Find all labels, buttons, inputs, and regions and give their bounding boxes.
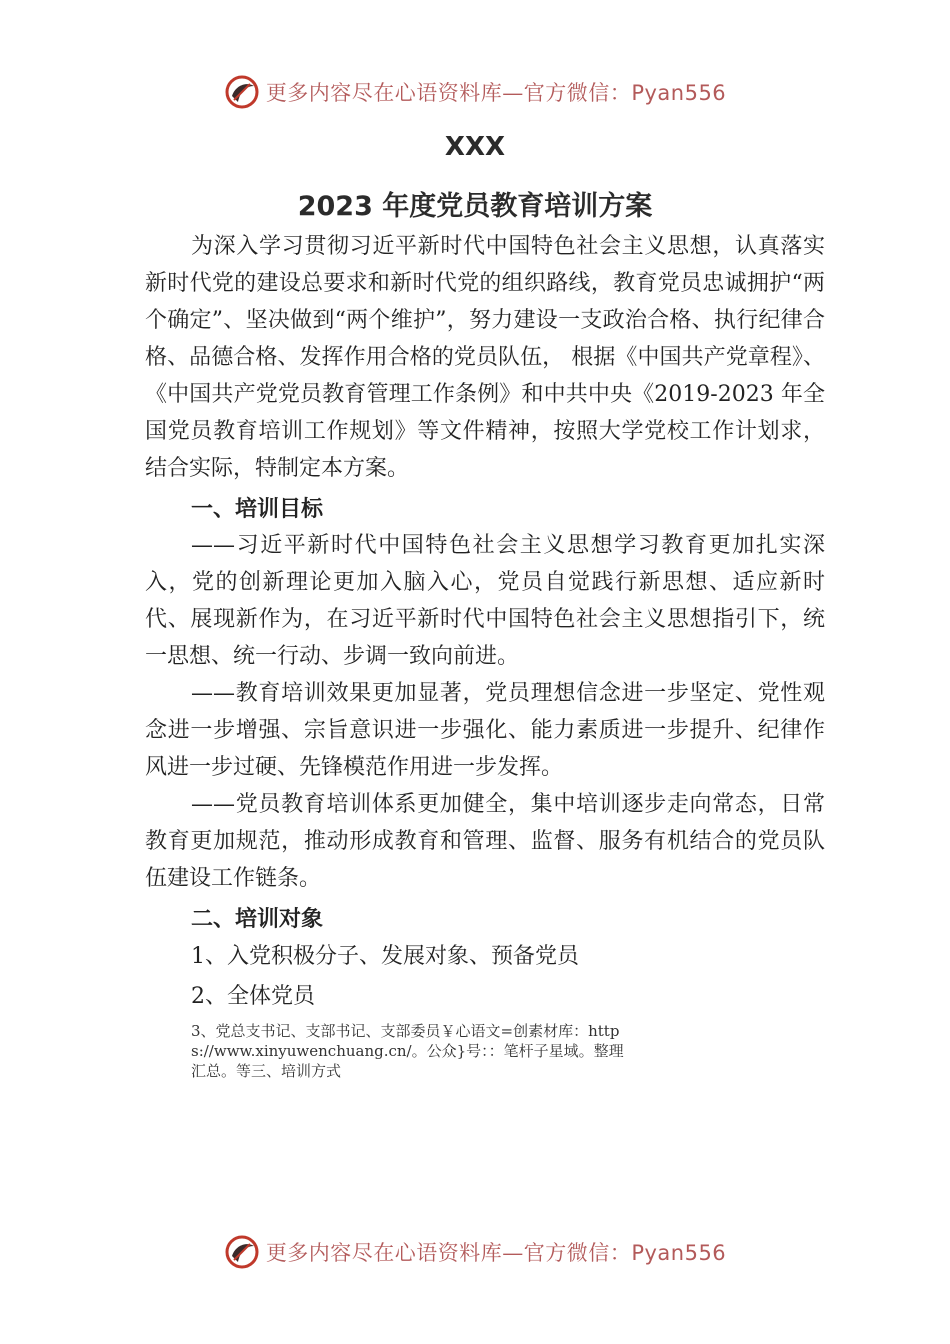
- section-heading-targets: 二、培训对象: [191, 907, 324, 932]
- goal-paragraph: ——党员教育培训体系更加健全，集中培训逐步走向常态，日常教育更加规范，推动形成教育和管理、监督、服务有机结合的党员队伍建设工作链条。: [145, 792, 825, 891]
- document-body: [145, 228, 825, 1081]
- watermark-text: 更多内容尽在心语资料库—官方微信：Pyan556: [265, 81, 727, 105]
- section-heading-goals: 一、培训目标: [191, 497, 324, 522]
- intro-paragraph: 为深入学习贯彻习近平新时代中国特色社会主义思想，认真落实新时代党的建设总要求和新时代党的组织路线，教育党员忠诚拥护“两个确定”、坚决做到“两个维护”，努力建设一支政治合格、执行纪律合格、品德合格、发挥作用合格的党员队伍， 根据《中国共产党章程》、《中国共产党党员教育管理工作条例》和中共中央《2019-2023 年全国党员教育培训工作规划》等文件精神，按照大学党校工作计划求，结合实际，特制定本方案。: [145, 234, 825, 481]
- document-title: 2023 年度党员教育培训方案: [297, 191, 653, 222]
- footer-watermark: [0, 1232, 950, 1272]
- seal-logo-icon: [224, 1234, 260, 1270]
- goal-paragraph: ——习近平新时代中国特色社会主义思想学习教育更加扎实深入，党的创新理论更加入脑入心，党员自觉践行新思想、适应新时代、展现新作为，在习近平新时代中国特色社会主义思想指引下，统一思想、统一行动、步调一致向前进。: [145, 533, 825, 669]
- target-list-item: 2、全体党员: [191, 984, 315, 1009]
- seal-logo-icon: [224, 74, 260, 110]
- document-title-org: XXX: [444, 132, 506, 162]
- header-watermark: [0, 72, 950, 112]
- small-note-text: 3、党总支书记、支部书记、支部委员￥心语文=创素材库：https://www.xinyuwenchuang.cn/。公众}号：：笔杆子星域。整理汇总。等三、培训方式: [191, 1022, 624, 1080]
- target-list-item: 1、入党积极分子、发展对象、预备党员: [191, 944, 579, 969]
- goal-paragraph: ——教育培训效果更加显著，党员理想信念进一步坚定、党性观念进一步增强、宗旨意识进一步强化、能力素质进一步提升、纪律作风进一步过硬、先锋模范作用进一步发挥。: [145, 681, 825, 780]
- watermark-text: 更多内容尽在心语资料库—官方微信：Pyan556: [265, 1241, 727, 1265]
